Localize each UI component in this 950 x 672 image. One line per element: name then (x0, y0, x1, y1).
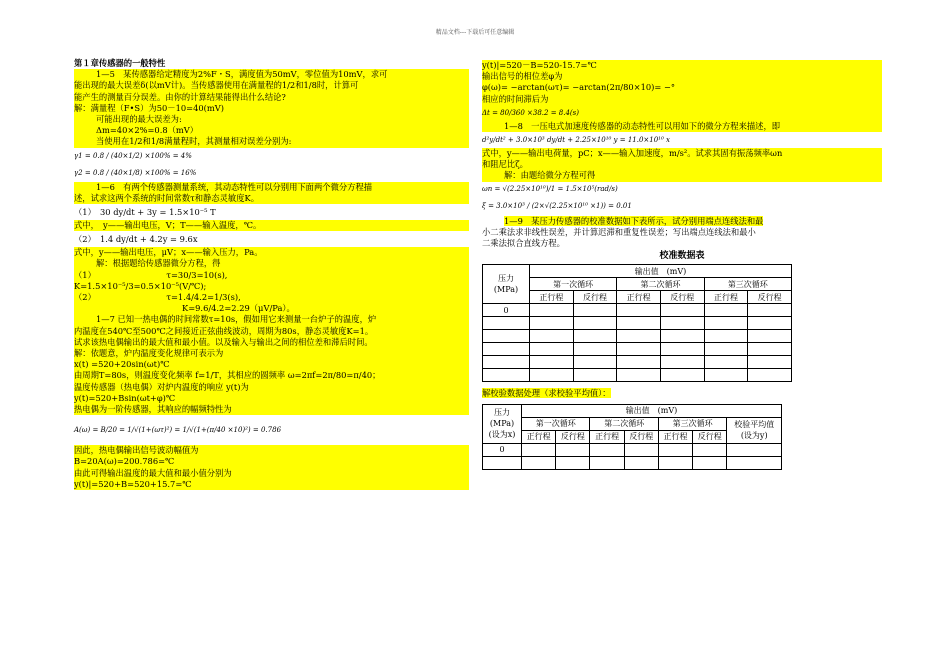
right-column (482, 60, 882, 470)
text-line: x(t) =520+20sin(ωt)℃ (74, 359, 469, 370)
solution-line: 解：满量程（F•S）为50－10=40(mV) (74, 103, 469, 114)
text-line: φ(ω)= −arctan(ωτ)= −arctan(2π/80×10)= −° (482, 82, 882, 93)
text-line: y(t)=520+Bsin(ωt+φ)℃ (74, 393, 469, 404)
equation-2: （2） 1.4 dy/dt + 4.2y = 9.6x (74, 234, 198, 245)
text-line: 述，试求这两个系统的时间常数τ和静态灵敏度K。 (74, 193, 469, 204)
table-header-pressure (483, 265, 530, 304)
calibration-table (482, 264, 792, 382)
table-title: 校准数据表 (659, 251, 705, 262)
table-header-forward: 正行程 (658, 430, 692, 443)
text-line: y(t)|=520+B=520+15.7=℃ (74, 479, 469, 490)
text-line: 相应的时间滞后为 (482, 94, 882, 105)
table-row (483, 304, 792, 317)
text-line: 由此可得输出温度的最大值和最小值分别为 (74, 468, 469, 479)
text-line: 温度传感器（热电偶）对炉内温度的响应 y(t)为 (74, 382, 469, 393)
table-header-cycle: 第一次循环 (522, 417, 590, 430)
text-line: 能产生的测量百分误差。由你的计算结果能得出什么结论? (74, 92, 469, 103)
left-column (74, 58, 469, 490)
table-header-cycle: 第三次循环 (704, 278, 791, 291)
formula-delay: Δt = 80/360 ×38.2 = 8.4(s) (482, 105, 882, 121)
text-line: K=1.5×10⁻⁵/3=0.5×10⁻⁵(V/℃); (74, 281, 469, 292)
check-table (482, 404, 782, 470)
table-header-reverse: 反行程 (556, 430, 590, 443)
table-header-forward: 正行程 (704, 291, 748, 304)
table-header-reverse: 反行程 (573, 291, 617, 304)
table-header-pressure (483, 404, 522, 443)
table-header-reverse: 反行程 (748, 291, 792, 304)
formula-gamma1: γ1 = 0.8 / (40×1/2) ×100% = 4% (74, 151, 192, 160)
table-header-average (727, 417, 782, 443)
equation-accel: d²y/dt² + 3.0×10³ dy/dt + 2.25×10¹⁰ y = 11.0×10¹⁰ x (482, 136, 670, 145)
text-line: 热电偶为一阶传感器，其响应的幅频特性为 (74, 404, 469, 415)
table-row (483, 317, 792, 330)
header-pressure-unit: (MPa) (493, 285, 519, 295)
check-data-heading: 解校验数据处理（求校验平均值）： (482, 388, 611, 399)
table-header-cycle: 第一次循环 (530, 278, 617, 291)
equation-1: （1） 30 dy/dt + 3y = 1.5×10⁻⁵ T (74, 207, 216, 218)
table-header-forward: 正行程 (590, 430, 624, 443)
formula-amplitude: A(ω) = B/20 = 1/√(1+(ωτ)²) = 1/√(1+(π/40 ×10)²) = 0.786 (74, 426, 282, 435)
text-line: 由周期T=80s，则温度变化频率 f=1/T，其相应的圆频率 ω=2πf=2π/80=π/40； (74, 370, 469, 381)
problem-1-5: 1—5 某传感器给定精度为2%F・S，满度值为50mV，零位值为10mV，求可 (74, 69, 469, 80)
table-header-forward: 正行程 (522, 430, 556, 443)
header-set-x: (设为x) (488, 430, 516, 440)
table-header-output: 输出值 (mV) (522, 404, 782, 417)
table-header-forward: 正行程 (617, 291, 661, 304)
table-header-cycle: 第三次循环 (658, 417, 726, 430)
header-pressure: 压力 (494, 407, 510, 417)
table-header-reverse: 反行程 (660, 291, 704, 304)
text-line: 式中，y——输出电荷量，pC；x——输入加速度，m/s²。试求其固有振荡频率ωn (482, 148, 882, 159)
text-line: K=9.6/4.2=2.29（μV/Pa）。 (74, 303, 469, 314)
table-row (483, 443, 782, 456)
problem-1-9 (482, 216, 882, 227)
table-header-cycle: 第二次循环 (590, 417, 658, 430)
text-line: （2） τ=1.4/4.2=1/3(s), (74, 292, 469, 303)
header-average-y: (设为y) (740, 431, 768, 441)
page-header: 精品文档---下载后可任意编辑 (435, 29, 515, 36)
formula-xi: ξ = 3.0×10³ / (2×√(2.25×10¹⁰ ×1)) = 0.01 (482, 201, 632, 210)
table-cell: 0 (483, 443, 522, 456)
table-row (483, 356, 792, 369)
table-row (483, 343, 792, 356)
header-pressure: 压力 (498, 274, 514, 284)
table-cell: 0 (483, 304, 530, 317)
formula-omega: ωn = √(2.25×10¹⁰)/1 = 1.5×10⁵(rad/s) (482, 184, 618, 193)
table-row (483, 369, 792, 382)
text-line: 因此，热电偶输出信号波动幅值为 (74, 445, 469, 456)
table-header-forward: 正行程 (530, 291, 574, 304)
solution-line: 解：根据题给传感器微分方程，得 (74, 258, 469, 269)
text-line: 能出现的最大误差δ(以mV计)。当传感器使用在满量程的1/2和1/8时，计算可 (74, 80, 469, 91)
text-line: 二乘法拟合直线方程。 (482, 238, 565, 249)
header-average: 校验平均值 (734, 419, 775, 429)
table-header-output: 输出值 (mV) (530, 265, 792, 278)
text-line: 可能出现的最大误差为: (74, 114, 469, 125)
text-line: y(t)|=520－B=520-15.7=℃ (482, 60, 882, 71)
text-line: B=20A(ω)=200.786=℃ (74, 456, 469, 467)
text-line: （1） τ=30/3=10(s), (74, 270, 469, 281)
text-line (482, 388, 882, 399)
formula-gamma2: γ2 = 0.8 / (40×1/8) ×100% = 16% (74, 168, 197, 177)
text-line: 式中，y——输出电压，μV；x——输入压力，Pa。 (74, 247, 469, 258)
table-header-reverse: 反行程 (624, 430, 658, 443)
text-line: Δm=40×2%=0.8（mV） (74, 125, 469, 136)
problem-1-9-text: 1—9 某压力传感器的校准数据如下表所示，试分别用端点连线法和最 (504, 215, 764, 226)
table-row (483, 456, 782, 469)
text-line: 试求该热电偶输出的最大值和最小值。以及输入与输出之间的相位差和滞后时间。 (74, 337, 469, 348)
problem-1-6: 1—6 有两个传感器测量系统，其动态特性可以分别用下面两个微分方程描 (74, 182, 469, 193)
table-row (483, 330, 792, 343)
text-line: 输出信号的相位差φ为 (482, 71, 882, 82)
text-line: 当使用在1/2和1/8满量程时，其测量相对误差分别为: (74, 136, 469, 147)
text-line: 式中， y——输出电压，V；T——输入温度，℃。 (74, 220, 469, 231)
problem-1-8: 1—8 一压电式加速度传感器的动态特性可以用如下的微分方程来描述，即 (482, 121, 882, 132)
chapter-title: 第１章传感器的一般特性 (74, 58, 166, 68)
table-header-cycle: 第二次循环 (617, 278, 704, 291)
header-pressure-unit: (MPa) (489, 419, 515, 429)
table-header-reverse: 反行程 (693, 430, 727, 443)
solution-line: 解：依题意，炉内温度变化规律可表示为 (74, 348, 469, 359)
text-line: 和阻尼比ζ。 (482, 159, 882, 170)
text-line: 小二乘法求非线性误差，并计算迟滞和重复性误差；写出端点连线法和最小 (482, 226, 756, 237)
problem-1-7: 1—7 已知一热电偶的时间常数τ=10s，假如用它来测量一台炉子的温度，炉 (74, 314, 469, 325)
solution-line: 解：由题给微分方程可得 (482, 170, 882, 181)
text-line: 内温度在540℃至500℃之间接近正弦曲线波动，周期为80s，静态灵敏度K=1。 (74, 326, 469, 337)
